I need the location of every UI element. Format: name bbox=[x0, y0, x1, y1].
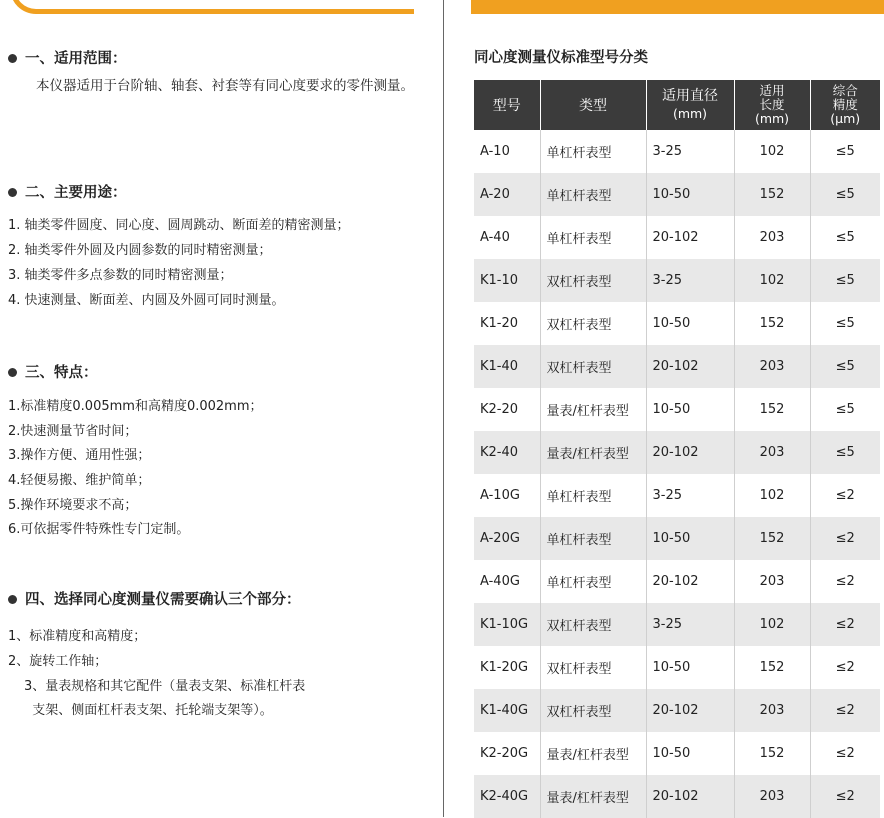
section4-item: 支架、侧面杠杆表支架、托轮端支架等）。 bbox=[24, 703, 273, 718]
cell-accuracy: ≤5 bbox=[810, 431, 880, 474]
table-row bbox=[474, 216, 880, 259]
cell-model: K2-40G bbox=[474, 775, 540, 818]
header-accuracy-line2: 精度 bbox=[832, 97, 858, 112]
bullet-icon bbox=[8, 595, 17, 604]
cell-length: 102 bbox=[734, 259, 810, 302]
cell-type: 双杠杆表型 bbox=[540, 259, 646, 302]
cell-accuracy: ≤2 bbox=[810, 603, 880, 646]
section2-item: 2. 轴类零件外圆及内圆参数的同时精密测量； bbox=[8, 243, 272, 258]
header-length-line2: 长度 bbox=[759, 97, 785, 112]
cell-diameter: 20-102 bbox=[646, 689, 734, 732]
cell-diameter: 20-102 bbox=[646, 345, 734, 388]
cell-type: 单杠杆表型 bbox=[540, 216, 646, 259]
cell-type: 单杠杆表型 bbox=[540, 474, 646, 517]
cell-diameter: 3-25 bbox=[646, 603, 734, 646]
header-diameter-line2: (mm) bbox=[672, 106, 708, 121]
table-title: 同心度测量仪标准型号分类 bbox=[474, 50, 648, 66]
cell-length: 102 bbox=[734, 130, 810, 173]
cell-length: 203 bbox=[734, 560, 810, 603]
cell-diameter: 3-25 bbox=[646, 259, 734, 302]
cell-accuracy: ≤2 bbox=[810, 517, 880, 560]
cell-model: K2-40 bbox=[474, 431, 540, 474]
cell-length: 152 bbox=[734, 646, 810, 689]
table-row bbox=[474, 130, 880, 173]
section4-item: 1、标准精度和高精度； bbox=[8, 629, 147, 644]
table-row bbox=[474, 689, 880, 732]
section1-text: 本仪器适用于台阶轴、轴套、衬套等有同心度要求的零件测量。 bbox=[36, 78, 414, 94]
cell-model: K2-20G bbox=[474, 732, 540, 775]
cell-type: 单杠杆表型 bbox=[540, 517, 646, 560]
cell-length: 203 bbox=[734, 345, 810, 388]
cell-diameter: 10-50 bbox=[646, 517, 734, 560]
cell-length: 102 bbox=[734, 474, 810, 517]
table-row bbox=[474, 259, 880, 302]
cell-accuracy: ≤2 bbox=[835, 660, 855, 675]
section3-item: 4.轻便易搬、维护简单； bbox=[8, 473, 151, 488]
section3-item: 2.快速测量节省时间； bbox=[8, 424, 138, 439]
cell-diameter: 20-102 bbox=[646, 216, 734, 259]
cell-diameter: 3-25 bbox=[646, 474, 734, 517]
cell-length: 203 bbox=[734, 431, 810, 474]
cell-accuracy: ≤2 bbox=[835, 488, 855, 503]
bullet-icon bbox=[8, 188, 17, 197]
cell-diameter: 10-50 bbox=[646, 646, 734, 689]
table-row bbox=[474, 173, 880, 216]
section3-title-text: 三、特点： bbox=[25, 365, 98, 381]
table-row bbox=[474, 431, 880, 474]
cell-type: 量表/杠杆表型 bbox=[540, 775, 646, 818]
section-title-uses bbox=[8, 181, 127, 202]
cell-length: 203 bbox=[734, 689, 810, 732]
model-spec-table bbox=[474, 80, 880, 818]
header-model-text: 型号 bbox=[492, 97, 521, 114]
cell-diameter: 20-102 bbox=[646, 775, 734, 818]
cell-model: K1-40G bbox=[474, 689, 540, 732]
cell-model: K2-20 bbox=[474, 388, 540, 431]
cell-type: 单杠杆表型 bbox=[540, 560, 646, 603]
cell-diameter: 10-50 bbox=[646, 173, 734, 216]
table-row bbox=[474, 603, 880, 646]
bullet-icon bbox=[8, 54, 17, 63]
cell-model: A-10G bbox=[474, 474, 540, 517]
table-row bbox=[474, 560, 880, 603]
section4-item: 3、量表规格和其它配件（量表支架、标准杠杆表 bbox=[24, 679, 306, 694]
cell-diameter: 10-50 bbox=[646, 388, 734, 431]
cell-length: 203 bbox=[734, 775, 810, 818]
cell-length: 152 bbox=[734, 302, 810, 345]
cell-type: 量表/杠杆表型 bbox=[540, 388, 646, 431]
cell-type: 双杠杆表型 bbox=[540, 345, 646, 388]
section3-item: 5.操作环境要求不高； bbox=[8, 498, 138, 513]
cell-diameter: 20-102 bbox=[646, 560, 734, 603]
cell-type: 双杠杆表型 bbox=[540, 689, 646, 732]
section4-title-text: 四、选择同心度测量仪需要确认三个部分： bbox=[25, 592, 301, 608]
top-orange-curve bbox=[10, 0, 414, 14]
section2-item: 4. 快速测量、断面差、内圆及外圆可同时测量。 bbox=[8, 293, 285, 308]
cell-model: K1-10G bbox=[474, 603, 540, 646]
section3-item: 1.标准精度0.005mm和高精度0.002mm； bbox=[8, 399, 263, 414]
section1-title-text: 一、适用范围： bbox=[25, 51, 127, 67]
header-diameter bbox=[646, 80, 734, 130]
cell-diameter: 20-102 bbox=[646, 431, 734, 474]
cell-type: 单杠杆表型 bbox=[540, 173, 646, 216]
cell-accuracy: ≤5 bbox=[835, 316, 855, 331]
section-title-selection bbox=[8, 588, 301, 609]
cell-accuracy: ≤2 bbox=[810, 689, 880, 732]
table-row bbox=[474, 775, 880, 818]
header-length-line1: 适用 bbox=[759, 83, 785, 98]
section3-item: 6.可依据零件特殊性专门定制。 bbox=[8, 522, 190, 537]
cell-diameter: 10-50 bbox=[646, 732, 734, 775]
cell-accuracy: ≤2 bbox=[835, 574, 855, 589]
header-model bbox=[474, 80, 540, 130]
table-row bbox=[474, 646, 880, 689]
cell-model: A-40 bbox=[474, 216, 540, 259]
cell-length: 203 bbox=[734, 216, 810, 259]
section2-item: 3. 轴类零件多点参数的同时精密测量； bbox=[8, 268, 233, 283]
bullet-icon bbox=[8, 368, 17, 377]
cell-type: 单杠杆表型 bbox=[540, 130, 646, 173]
cell-length: 152 bbox=[734, 388, 810, 431]
header-accuracy bbox=[810, 80, 880, 130]
table-row bbox=[474, 474, 880, 517]
cell-model: A-20 bbox=[474, 173, 540, 216]
cell-model: A-10 bbox=[474, 130, 540, 173]
cell-length: 152 bbox=[734, 517, 810, 560]
header-accuracy-line1: 综合 bbox=[832, 83, 858, 98]
header-accuracy-line3: (μm) bbox=[830, 111, 861, 126]
cell-accuracy: ≤5 bbox=[810, 259, 880, 302]
header-length-line3: (mm) bbox=[754, 111, 790, 126]
cell-diameter: 10-50 bbox=[646, 302, 734, 345]
header-diameter-line1: 适用直径 bbox=[662, 88, 718, 104]
cell-accuracy: ≤5 bbox=[810, 345, 880, 388]
cell-length: 102 bbox=[734, 603, 810, 646]
table-row bbox=[474, 345, 880, 388]
section2-item: 1. 轴类零件圆度、同心度、圆周跳动、断面差的精密测量； bbox=[8, 218, 350, 233]
header-type bbox=[540, 80, 646, 130]
top-orange-bar bbox=[471, 0, 884, 14]
cell-accuracy: ≤2 bbox=[810, 775, 880, 818]
cell-type: 双杠杆表型 bbox=[540, 302, 646, 345]
cell-model: K1-20G bbox=[474, 646, 540, 689]
cell-accuracy: ≤5 bbox=[835, 402, 855, 417]
section3-item: 3.操作方便、通用性强； bbox=[8, 448, 151, 463]
cell-model: A-40G bbox=[474, 560, 540, 603]
cell-model: K1-40 bbox=[474, 345, 540, 388]
table-row bbox=[474, 388, 880, 431]
cell-accuracy: ≤5 bbox=[810, 173, 880, 216]
cell-length: 152 bbox=[734, 732, 810, 775]
cell-type: 双杠杆表型 bbox=[540, 603, 646, 646]
table-row bbox=[474, 302, 880, 345]
cell-diameter: 3-25 bbox=[646, 130, 734, 173]
cell-type: 量表/杠杆表型 bbox=[540, 732, 646, 775]
cell-accuracy: ≤2 bbox=[835, 746, 855, 761]
header-type-text: 类型 bbox=[579, 97, 607, 114]
table-row bbox=[474, 517, 880, 560]
cell-model: K1-10 bbox=[474, 259, 540, 302]
section4-item: 2、旋转工作轴； bbox=[8, 654, 108, 669]
table-header-row bbox=[474, 80, 880, 130]
cell-type: 量表/杠杆表型 bbox=[540, 431, 646, 474]
section-title-scope bbox=[8, 47, 127, 68]
cell-accuracy: ≤5 bbox=[835, 230, 855, 245]
section-title-features bbox=[8, 361, 98, 382]
cell-length: 152 bbox=[734, 173, 810, 216]
section2-title-text: 二、主要用途： bbox=[25, 185, 127, 201]
cell-model: K1-20 bbox=[474, 302, 540, 345]
column-divider bbox=[443, 0, 444, 817]
cell-model: A-20G bbox=[474, 517, 540, 560]
header-length bbox=[734, 80, 810, 130]
table-row bbox=[474, 732, 880, 775]
cell-type: 双杠杆表型 bbox=[540, 646, 646, 689]
cell-accuracy: ≤5 bbox=[835, 144, 855, 159]
